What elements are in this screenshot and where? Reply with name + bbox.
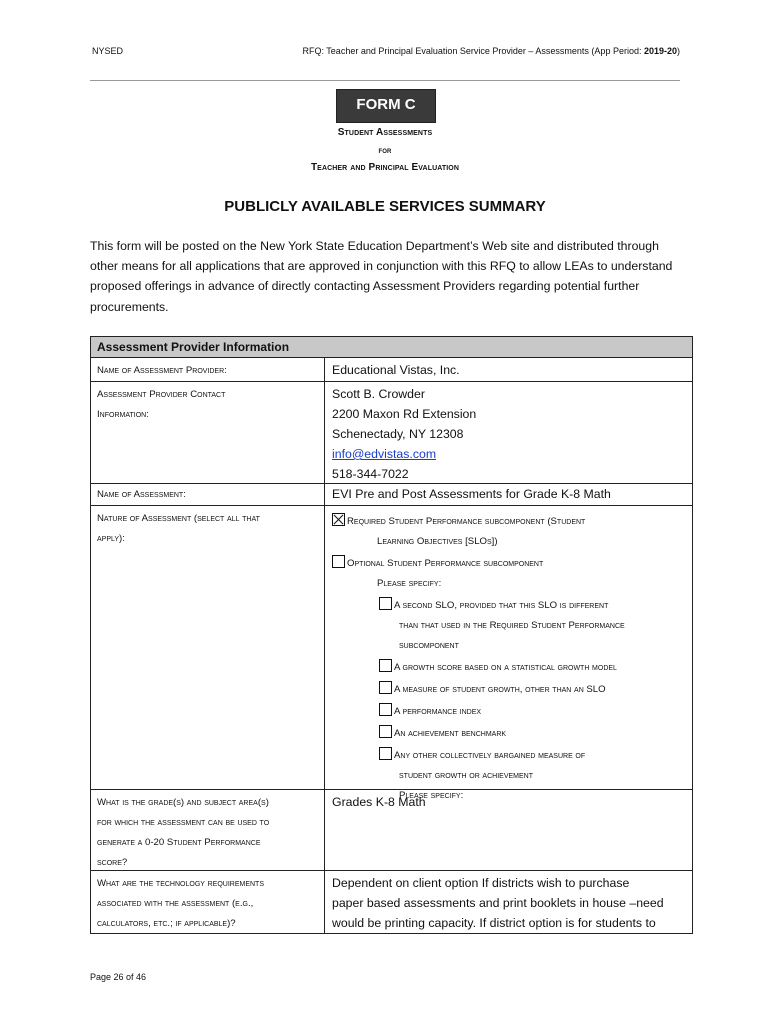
tech-label: [91, 871, 323, 934]
second-slo-checkbox[interactable]: [379, 597, 392, 610]
performance-index-checkbox[interactable]: [379, 703, 392, 716]
provider-name-value: Educational Vistas, Inc.: [332, 363, 460, 377]
table-row: [91, 382, 692, 484]
tech-label-line-1: What are the technology requirements: [97, 878, 264, 889]
tech-value: [325, 871, 692, 933]
table-row: [91, 790, 692, 871]
grades-label: [91, 790, 323, 873]
contact-label-line-1: Assessment Provider Contact: [97, 389, 226, 400]
contact-street: 2200 Maxon Rd Extension: [332, 407, 477, 421]
contact-city: Schenectady, NY 12308: [332, 427, 464, 441]
nature-options: [325, 506, 692, 806]
subtitle-line-2: for: [378, 145, 392, 155]
intro-paragraph: This form will be posted on the New York State Education Department’s Web site and distributed through other means for all applications that are approved in conjunction with this RFQ to allow LEAs to understand proposed offerings in advance of directly contacting Assessment Providers regarding potential further procurements.: [90, 239, 673, 314]
nature-label: [91, 506, 323, 549]
contact-label: [91, 382, 323, 425]
achievement-benchmark-label: An achievement benchmark: [394, 728, 507, 739]
nature-label-line-1: Nature of Assessment (select all that: [97, 513, 260, 524]
header-rfq-suffix: ): [677, 46, 680, 56]
grades-label-line-2: for which the assessment can be used to: [97, 817, 270, 828]
performance-index-label: A performance index: [394, 706, 482, 717]
header-rule: [90, 80, 680, 81]
other-measure-checkbox[interactable]: [379, 747, 392, 760]
tech-value-line-2: paper based assessments and print booklets in house –need: [332, 896, 664, 910]
provider-info-table: [90, 336, 693, 934]
subtitle-line-3: Teacher and Principal Evaluation: [310, 162, 460, 173]
growth-score-checkbox[interactable]: [379, 659, 392, 672]
subtitle-line-1: Student Assessments: [337, 127, 433, 138]
other-measure-label: Any other collectively bargained measure of: [394, 750, 586, 761]
header-rfq: [302, 46, 680, 56]
please-specify-label-2: Please specify:: [399, 790, 464, 801]
growth-measure-checkbox[interactable]: [379, 681, 392, 694]
contact-name: Scott B. Crowder: [332, 387, 425, 401]
contact-value: [325, 382, 692, 484]
header-period: 2019-20: [643, 46, 677, 56]
growth-measure-label: A measure of student growth, other than an SLO: [394, 684, 606, 695]
contact-email-link[interactable]: info@edvistas.com: [332, 447, 437, 461]
contact-label-line-2: Information:: [97, 409, 149, 420]
required-slo-label-2: Learning Objectives [SLOs]): [377, 536, 498, 547]
table-row: [91, 871, 692, 933]
second-slo-label: A second SLO, provided that this SLO is different: [394, 600, 609, 611]
required-slo-checkbox[interactable]: [332, 513, 345, 526]
grades-label-line-1: What is the grade(s) and subject area(s): [97, 797, 269, 808]
table-row: [91, 358, 692, 382]
grades-value: Grades K-8 Math: [332, 795, 426, 809]
second-slo-label-2: than that used in the Required Student Performance: [399, 620, 625, 631]
other-measure-label-2: student growth or achievement: [399, 770, 533, 781]
contact-phone: 518-344-7022: [332, 467, 409, 481]
achievement-benchmark-checkbox[interactable]: [379, 725, 392, 738]
table-row: [91, 484, 692, 506]
header-rfq-prefix: RFQ: Teacher and Principal Evaluation Service Provider – Assessments (App Period:: [302, 46, 644, 56]
assessment-name-value: EVI Pre and Post Assessments for Grade K-8 Math: [332, 487, 611, 501]
please-specify-label: Please specify:: [377, 578, 442, 589]
page-number: Page 26 of 46: [90, 972, 147, 982]
assessment-name-label: Name of Assessment:: [97, 489, 186, 500]
optional-subcomponent-checkbox[interactable]: [332, 555, 345, 568]
second-slo-label-3: subcomponent: [399, 640, 459, 651]
grades-label-line-4: score?: [97, 857, 128, 868]
nature-label-line-2: apply):: [97, 533, 125, 544]
table-row: [91, 506, 692, 801]
grades-label-line-3: generate a 0-20 Student Performance: [97, 837, 261, 848]
header-org: NYSED: [92, 46, 124, 56]
optional-subcomponent-label: Optional Student Performance subcomponent: [347, 558, 544, 569]
required-slo-label: Required Student Performance subcomponent (Student: [347, 516, 586, 527]
tech-value-line-3: would be printing capacity. If district option is for students to: [332, 916, 656, 930]
provider-name-label: Name of Assessment Provider:: [97, 365, 227, 376]
tech-label-line-2: associated with the assessment (e.g.,: [97, 898, 254, 909]
table-heading: Assessment Provider Information: [91, 337, 692, 358]
growth-score-label: A growth score based on a statistical growth model: [394, 662, 617, 673]
page-title: PUBLICLY AVAILABLE SERVICES SUMMARY: [224, 198, 546, 215]
tech-label-line-3: calculators, etc.; if applicable)?: [97, 918, 236, 929]
form-label: FORM C: [336, 89, 436, 123]
tech-value-line-1: Dependent on client option If districts wish to purchase: [332, 876, 630, 890]
